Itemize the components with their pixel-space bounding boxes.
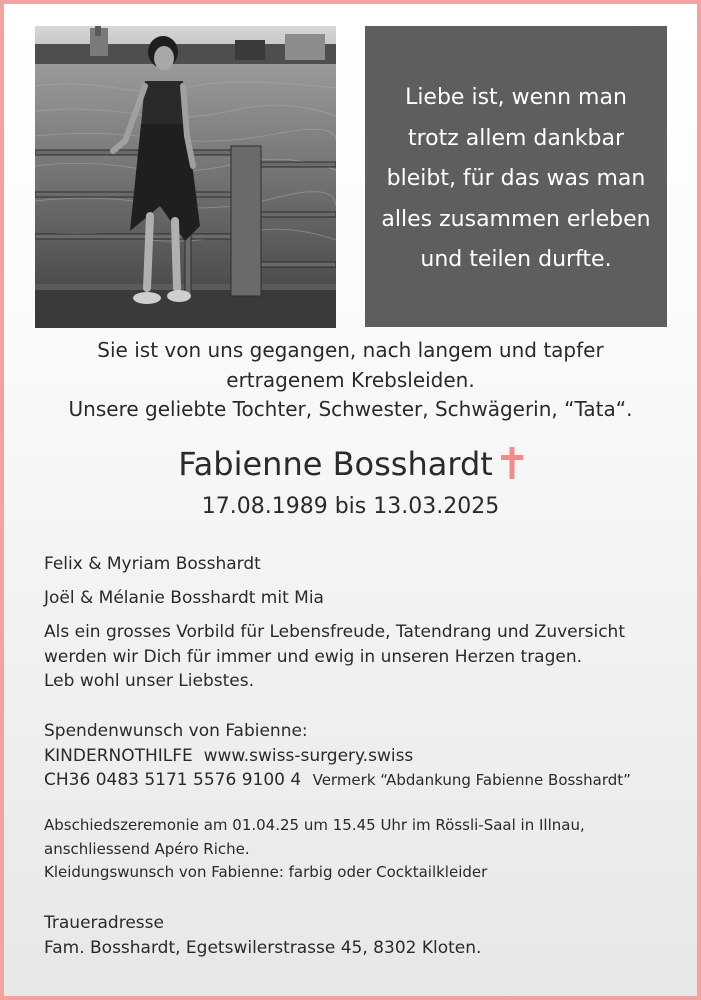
- quote-line: bleibt, für das was man: [386, 166, 646, 192]
- quote-box: [365, 26, 667, 327]
- ceremony-line: Abschiedszeremonie am 01.04.25 um 15.45 Uhr im Rössli-Saal in Illnau,: [44, 816, 585, 834]
- message-line: Als ein grosses Vorbild für Lebensfreude, Tatendrang und Zuversicht: [44, 622, 625, 642]
- message-line: Leb wohl unser Liebstes.: [44, 671, 254, 691]
- quote-line: alles zusammen erleben: [381, 206, 651, 232]
- quote-line: trotz allem dankbar: [407, 125, 625, 151]
- message-line: werden wir Dich für immer und ewig in unseren Herzen tragen.: [44, 646, 583, 667]
- quote-line: Liebe ist, wenn man: [405, 85, 627, 111]
- cross-icon: [501, 445, 523, 491]
- intro-text: [4, 336, 697, 425]
- address-heading: Traueradresse: [44, 913, 164, 933]
- family-line: Felix & Myriam Bosshardt: [44, 554, 261, 574]
- mourning-address: [44, 911, 684, 960]
- intro-line: ertragenem Krebsleiden.: [226, 367, 475, 392]
- deceased-name-line: [4, 441, 697, 491]
- quote-text: [381, 78, 650, 281]
- life-dates: 17.08.1989 bis 13.03.2025: [201, 494, 500, 519]
- quote-line: und teilen durfte.: [420, 247, 612, 273]
- family-names: [44, 552, 684, 610]
- deceased-name: Fabienne Bosshardt: [178, 445, 493, 483]
- portrait-photo: [35, 26, 336, 328]
- family-line: Joël & Mélanie Bosshardt mit Mia: [44, 587, 324, 608]
- donation-info: [44, 719, 684, 793]
- ceremony-line: anschliessend Apéro Riche.: [44, 839, 250, 858]
- address-line: Fam. Bosshardt, Egetswilerstrasse 45, 8302 Kloten.: [44, 937, 482, 958]
- donation-iban-line: [44, 768, 684, 793]
- donation-heading: Spendenwunsch von Fabienne:: [44, 721, 308, 741]
- intro-line: Unsere geliebte Tochter, Schwester, Schwägerin, “Tata“.: [68, 397, 633, 421]
- donation-iban: CH36 0483 5171 5576 9100 4: [44, 770, 302, 790]
- ceremony-info: [44, 814, 684, 885]
- farewell-message: [44, 620, 684, 694]
- donation-note: Vermerk “Abdankung Fabienne Bosshardt”: [312, 771, 631, 789]
- ceremony-line: Kleidungswunsch von Fabienne: farbig oder Cocktailkleider: [44, 863, 488, 881]
- intro-line: Sie ist von uns gegangen, nach langem und tapfer: [97, 338, 604, 362]
- donation-org: KINDERNOTHILFE www.swiss-surgery.swiss: [44, 745, 414, 766]
